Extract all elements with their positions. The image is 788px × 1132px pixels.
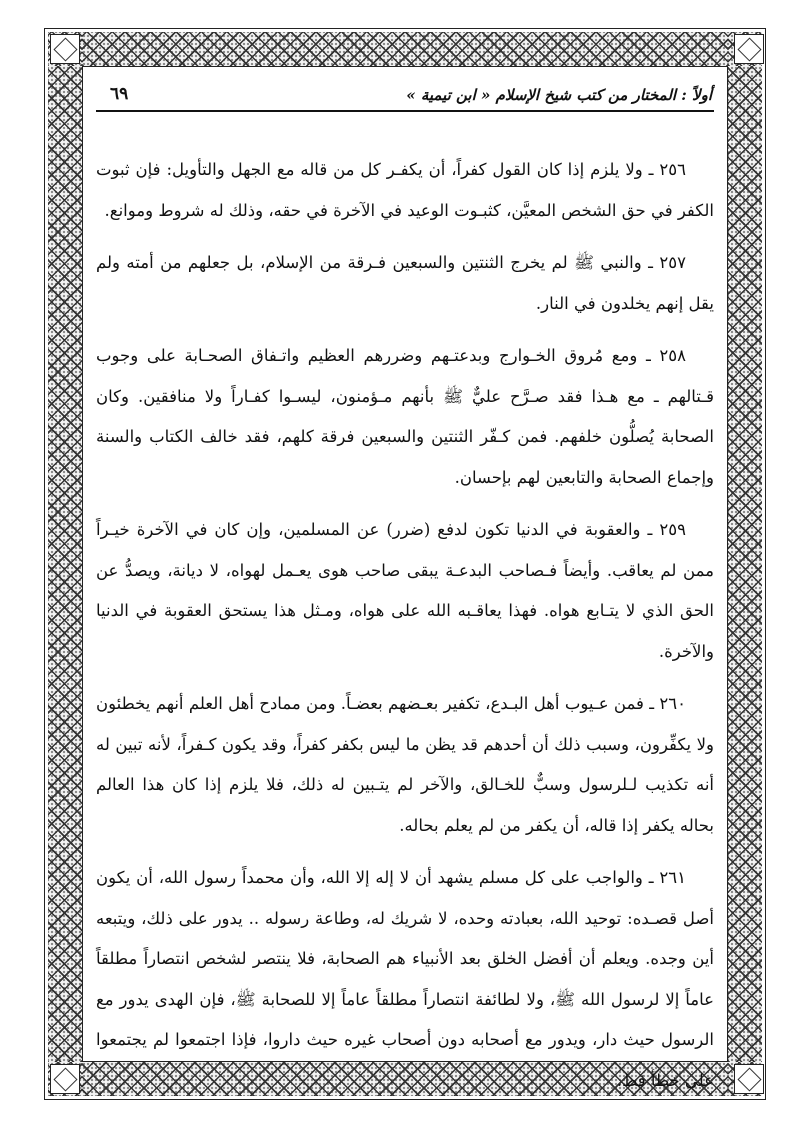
corner-ornament: [50, 1064, 80, 1094]
paragraph-257: ٢٥٧ ـ والنبي ﷺ لم يخرج الثنتين والسبعين فـرقة من الإسلام، بل جعلهم من أمته ولم يقل إنهم يخلدون في النار.: [96, 253, 714, 313]
running-title: أولاً : المختار من كتب شيخ الإسلام « ابن تيمية »: [406, 86, 712, 104]
paragraph-256: ٢٥٦ ـ ولا يلزم إذا كان القول كفراً، أن يكفـر كل من قاله مع الجهل والتأويل: فإن ثبوت الكفر في حق الشخص المعيَّن، كثبـوت الوعيد في الآخرة في حقه، وذلك له شروط وموانع.: [96, 160, 714, 220]
corner-ornament: [734, 1064, 764, 1094]
book-page: [96, 82, 714, 1090]
page-body: [96, 150, 714, 1101]
paragraph-261: ٢٦١ ـ والواجب على كل مسلم يشهد أن لا إله إلا الله، وأن محمداً رسول الله، أن يكون أصل قصـده: توحيد الله، بعبادته وحده، لا شريك له، وطاعة رسوله .. يدور على ذلك، ويتبعه أين وجده. ويعلم أن أفضل الخلق بعد الأنبياء هم الصحابة، فلا ينتصر لشخص انتصاراً مطلقاً عاماً إلا لرسول الله ﷺ، ولا لطائفة انتصاراً مطلقاً عاماً إلا للصحابة ﷺ، فإن الهدى يدور مع الرسول حيث دار، ويدور مع أصحابه دون أصحاب غيره حيث داروا، فإذا اجتمعوا لم يجتمعوا على خطأ قط.: [96, 868, 714, 1090]
page-number: ٦٩: [110, 84, 129, 104]
corner-ornament: [50, 34, 80, 64]
page-header: [96, 82, 714, 112]
paragraph-259: ٢٥٩ ـ والعقوبة في الدنيا تكون لدفع (ضرر) عن المسلمين، وإن كان في الآخرة خيـراً ممن لم يعاقب. وأيضاً فـصاحب البدعـة يبقى صاحب هوى يعـمل لهواه، لا ديانة، ويصدُّ عن الحق الذي لا يتـابع هواه. فهذا يعاقـبه الله على هواه، ومـثل هذا يستحق العقوبة في الدنيا والآخرة.: [96, 520, 714, 661]
corner-ornament: [734, 34, 764, 64]
paragraph-258: ٢٥٨ ـ ومع مُروق الخـوارج وبدعتـهم وضررهم العظيم واتـفاق الصحـابة على وجوب قـتالهم ـ مع هـذا فقد صـرَّح عليٌّ ﷺ بأنهم مـؤمنون، ليسـوا كفـاراً ولا منافقين. وكان الصحابة يُصلُّون خلفهم. فمن كـفّر الثنتين والسبعين فرقة كلهم، فقد خالف الكتاب والسنة وإجماع الصحابة والتابعين لهم بإحسان.: [96, 346, 714, 487]
paragraph-260: ٢٦٠ ـ فمن عـيوب أهل البـدع، تكفير بعـضهم بعضـاً. ومن ممادح أهل العلم أنهم يخطئون ولا يكفِّرون، وسبب ذلك أن أحدهم قد يظن ما ليس بكفر كفراً، وقد يكون كـفراً، لأنه تبين له أنه تكذيب لـلرسول وسبٌّ للخـالق، والآخر لم يتـبين له ذلك، فلا يلزم إذا كان هذا العالم بحاله يكفر إذا قاله، أن يكفر من لم يعلم بحاله.: [96, 694, 714, 835]
